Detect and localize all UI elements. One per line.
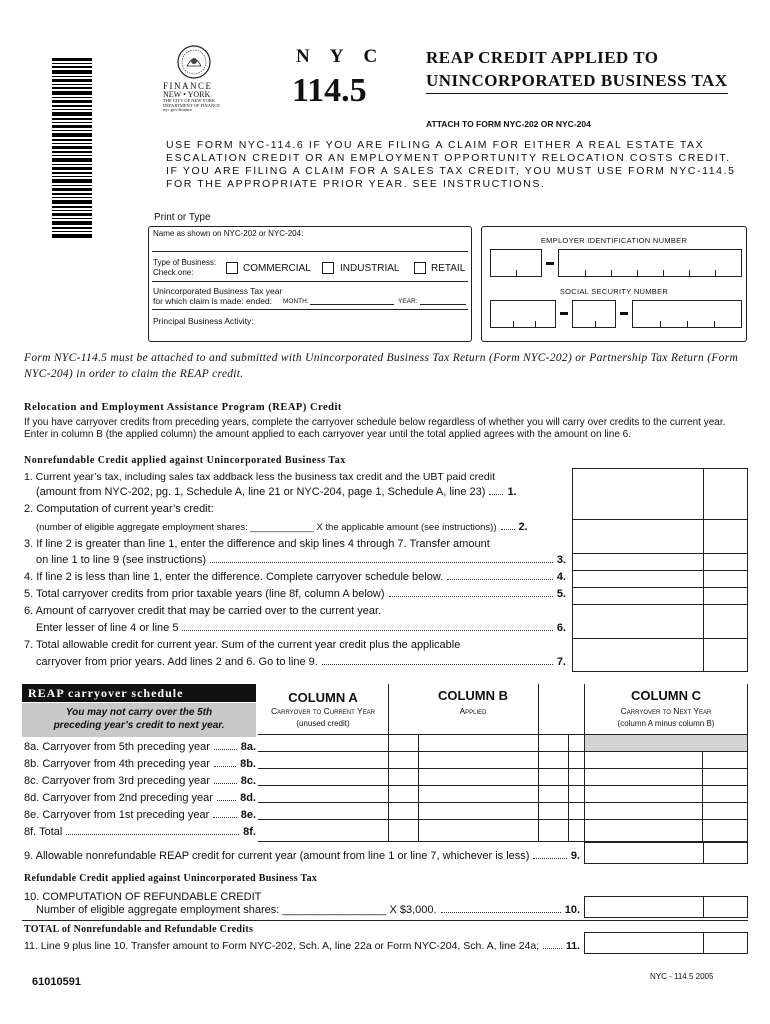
line11-num: 11. (565, 940, 580, 952)
line2-num: 2. (518, 521, 528, 533)
notice-text: Form NYC-114.5 must be attached to and submitted with Unincorporated Business Tax Return (Form NYC-202) or Partnership Tax Return (Form NYC-204) in order to claim the REAP credit. (24, 352, 739, 380)
line5-text: 5. Total carryover credits from prior taxable years (line 8f, column A below) (24, 588, 385, 600)
line11-text: 11. Line 9 plus line 10. Transfer amount to Form NYC-202, Sch. A, line 22a or Form NYC-204, Sch. A, line 24a; (24, 940, 540, 952)
instruction-text: USE FORM NYC-114.6 IF YOU ARE FILING A CLAIM FOR EITHER A REAL ESTATE TAX ESCALATION CREDIT OR AN EMPLOYMENT OPPORTUNITY RELOCATION COSTS CREDIT. IF YOU ARE FILING A CLAIM FOR A SALES TAX CREDIT, YOU MUST USE FORM NYC-114.5 FOR THE APPROPRIATE PRIOR YEAR. SEE INSTRUCTIONS. (166, 139, 736, 190)
form-prefix: N Y C (296, 46, 386, 67)
line11-row (24, 940, 580, 952)
line3-num: 3. (556, 554, 566, 566)
colC-sub: Carryover to Next Year (620, 706, 712, 716)
colB-header: COLUMN B (437, 688, 509, 703)
reap-text: If you have carryover credits from preceding years, complete the carryover schedule below regardless of whether you will carry over credits to the current year. Enter in column B (the applied column) the amount applied to each carryover year until the total applied agrees with the amount on line 6. (24, 417, 726, 440)
line2-row (36, 521, 566, 533)
warning-line2: preceding year’s credit to next year. (53, 720, 225, 731)
line10-text-b: Number of eligible aggregate employment shares: _________________ X $3,000. (36, 904, 437, 916)
reap-heading: Relocation and Employment Assistance Program (REAP) Credit (24, 402, 342, 413)
row-8b (24, 758, 256, 770)
type-label1: Type of Business: (153, 258, 217, 267)
form-title-line1: REAP CREDIT APPLIED TO (426, 48, 659, 67)
row-8d (24, 792, 256, 804)
line7-text-b: carryover from prior years. Add lines 2 and 6. Go to line 9. (36, 656, 318, 668)
industrial-checkbox[interactable] (322, 262, 334, 274)
name-label: Name as shown on NYC-202 or NYC-204: (153, 229, 304, 238)
line6-text-b: Enter lesser of line 4 or line 5 (36, 622, 179, 634)
line7-text-a: 7. Total allowable credit for current year. Sum of the current year credit plus the applicable (24, 639, 461, 651)
line5-num: 5. (556, 588, 566, 600)
year-field[interactable] (420, 296, 466, 305)
type-label2: Check one: (153, 268, 194, 277)
line1-text-b: (amount from NYC-202, pg. 1, Schedule A, line 21 or NYC-204, page 1, Schedule A, line 23) (36, 486, 486, 498)
line9-amount[interactable] (584, 842, 748, 864)
total-heading: TOTAL of Nonrefundable and Refundable Credits (24, 924, 254, 935)
retail-label: RETAIL (431, 263, 466, 274)
agency-line1: FINANCE (163, 81, 213, 91)
line9-num: 9. (570, 850, 580, 862)
row-8d-num: 8d. (240, 792, 256, 804)
line3-row (36, 554, 566, 566)
colC-header: COLUMN C (630, 688, 702, 703)
row-8d-label: 8d. Carryover from 2nd preceding year (24, 792, 213, 804)
agency-line3: THE CITY OF NEW YORK (163, 98, 216, 103)
line10-row (36, 904, 580, 916)
ein-label: EMPLOYER IDENTIFICATION NUMBER (540, 236, 688, 245)
commercial-label: COMMERCIAL (243, 263, 311, 274)
colC-sub2: (column A minus column B) (617, 719, 715, 728)
line9-row (24, 850, 580, 862)
line9-text: 9. Allowable nonrefundable REAP credit for current year (amount from line 1 or line 7, whichever is less) (24, 850, 530, 862)
schedule-warning (22, 703, 256, 737)
line4-num: 4. (556, 571, 566, 583)
line4-text: 4. If line 2 is less than line 1, enter the difference. Complete carryover schedule below. (24, 571, 444, 583)
warning-line1: You may not carry over the 5th (65, 707, 213, 718)
industrial-label: INDUSTRIAL (340, 263, 400, 274)
row-8b-num: 8b. (240, 758, 256, 770)
line2-text-b: (number of eligible aggregate employment shares: ____________ X the applicable amount (see instructions)) (36, 522, 497, 533)
line3-text-a: 3. If line 2 is greater than line 1, enter the difference and skip lines 4 through 7. Transfer amount (24, 538, 490, 550)
row-8a-num: 8a. (240, 741, 256, 753)
line11-amount[interactable] (584, 932, 748, 954)
form-title-line2: UNINCORPORATED BUSINESS TAX (426, 71, 728, 94)
line7-row (36, 656, 566, 668)
line7-num: 7. (556, 656, 566, 668)
schedule-title: REAP carryover schedule (22, 684, 256, 702)
colA-header: COLUMN A (288, 690, 358, 705)
footer-code: 61010591 (32, 976, 81, 988)
year-label2: for which claim is made: ended: (153, 296, 273, 306)
line10-text-a: 10. COMPUTATION OF REFUNDABLE CREDIT (24, 891, 262, 903)
row-8e-label: 8e. Carryover from 1st preceding year (24, 809, 210, 821)
ssn-label: SOCIAL SECURITY NUMBER (559, 287, 669, 296)
row-8c (24, 775, 256, 787)
line1-text-a: 1. Current year’s tax, including sales tax addback less the business tax credit and the UBT paid credit (24, 471, 496, 483)
line1-num: 1. (507, 486, 517, 498)
row-8f-label: 8f. Total (24, 826, 63, 838)
line1-row (36, 486, 566, 498)
retail-checkbox[interactable] (414, 262, 426, 274)
line5-row (24, 588, 566, 600)
colB-sub: Applied (459, 706, 487, 716)
amount-column-1-7 (572, 468, 748, 672)
row-8a (24, 741, 256, 753)
name-field[interactable] (152, 240, 468, 252)
barcode (52, 58, 92, 238)
row-8c-label: 8c. Carryover from 3rd preceding year (24, 775, 210, 787)
line4-row (24, 571, 566, 583)
footer-form-id: NYC - 114.5 2005 (650, 972, 714, 981)
nonref-heading: Nonrefundable Credit applied against Unincorporated Business Tax (24, 455, 346, 466)
line6-text-a: 6. Amount of carryover credit that may be carried over to the current year. (24, 605, 382, 617)
form-number: 114.5 (292, 72, 367, 109)
agency-line4: DEPARTMENT OF FINANCE (163, 102, 220, 108)
activity-label: Principal Business Activity: (153, 316, 254, 326)
attach-line: ATTACH TO FORM NYC-202 OR NYC-204 (426, 119, 591, 129)
line3-text-b: on line 1 to line 9 (see instructions) (36, 554, 206, 566)
line6-num: 6. (556, 622, 566, 634)
shaded-cell-8a-colC (585, 735, 747, 751)
year-label1: Unincorporated Business Tax year (153, 286, 283, 296)
row-8b-label: 8b. Carryover from 4th preceding year (24, 758, 210, 770)
line6-row (36, 622, 566, 634)
refund-heading: Refundable Credit applied against Unincorporated Business Tax (24, 873, 318, 884)
agency-line2: NEW • YORK (163, 90, 211, 99)
row-8a-label: 8a. Carryover from 5th preceding year (24, 741, 210, 753)
row-8e-num: 8e. (240, 809, 256, 821)
line10-num: 10. (564, 904, 580, 916)
row-8f-num: 8f. (243, 826, 256, 838)
month-label: MONTH: (283, 298, 309, 305)
row-8f (24, 826, 256, 838)
year-field-label: YEAR: (398, 298, 418, 305)
print-or-type: Print or Type (154, 212, 211, 223)
colA-sub: Carryover to Current Year (270, 706, 375, 716)
row-8e (24, 809, 256, 821)
line2-text-a: 2. Computation of current year’s credit: (24, 503, 214, 515)
line10-amount[interactable] (584, 896, 748, 918)
city-seal (176, 44, 212, 80)
month-field[interactable] (310, 296, 394, 305)
agency-line5: nyc.gov/finance (163, 107, 192, 112)
ssn-field[interactable] (490, 300, 742, 328)
row-8c-num: 8c. (240, 775, 256, 787)
colA-sub2: (unused credit) (296, 719, 350, 728)
ein-field[interactable] (490, 249, 742, 277)
commercial-checkbox[interactable] (226, 262, 238, 274)
